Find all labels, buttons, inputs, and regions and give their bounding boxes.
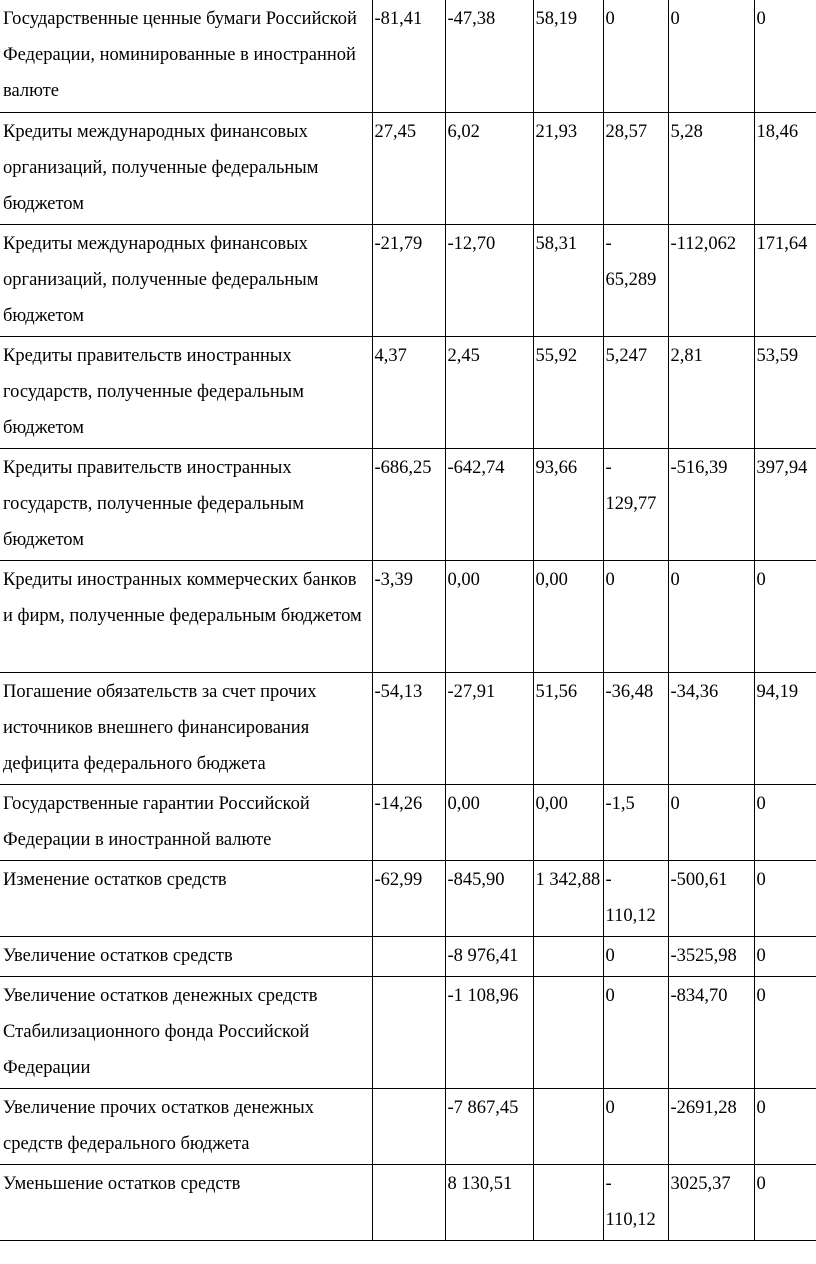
cell-col4: 28,57 [603,112,668,224]
cell-col5: 3025,37 [668,1164,754,1240]
table-row [0,936,816,976]
cell-col3: 55,92 [533,336,603,448]
cell-col6: 0 [754,1088,816,1164]
cell-col5: 0 [668,0,754,112]
cell-col2: 8 130,51 [445,1164,533,1240]
row-label: Увеличение прочих остатков денежных средств федерального бюджета [0,1088,372,1164]
cell-col6: 0 [754,560,816,672]
cell-col6: 0 [754,936,816,976]
cell-col6: 0 [754,784,816,860]
cell-col1: -81,41 [372,0,445,112]
cell-col6: 397,94 [754,448,816,560]
cell-col3 [533,1164,603,1240]
cell-col1: -54,13 [372,672,445,784]
cell-col1 [372,1164,445,1240]
cell-col5: -516,39 [668,448,754,560]
cell-col6: 0 [754,0,816,112]
cell-col1 [372,1088,445,1164]
cell-col2: -8 976,41 [445,936,533,976]
cell-col6: 94,19 [754,672,816,784]
row-label: Погашение обязательств за счет прочих источников внешнего финансирования дефицита федерального бюджета [0,672,372,784]
row-label: Кредиты правительств иностранных государств, полученные федеральным бюджетом [0,336,372,448]
row-label: Увеличение остатков денежных средств Стабилизационного фонда Российской Федерации [0,976,372,1088]
table-row [0,672,816,784]
cell-col5: -3525,98 [668,936,754,976]
cell-col1: -14,26 [372,784,445,860]
row-label: Кредиты международных финансовых организаций, полученные федеральным бюджетом [0,112,372,224]
cell-col6: 0 [754,860,816,936]
row-label: Кредиты правительств иностранных государств, полученные федеральным бюджетом [0,448,372,560]
table-row [0,336,816,448]
cell-col5: -500,61 [668,860,754,936]
cell-col3 [533,976,603,1088]
cell-col2: -12,70 [445,224,533,336]
table-row [0,1164,816,1240]
cell-col1: 27,45 [372,112,445,224]
row-label: Государственные гарантии Российской Федерации в иностранной валюте [0,784,372,860]
cell-col5: 0 [668,560,754,672]
cell-col5: -112,062 [668,224,754,336]
row-label: Кредиты международных финансовых организаций, полученные федеральным бюджетом [0,224,372,336]
cell-col1: 4,37 [372,336,445,448]
table-row [0,224,816,336]
cell-col3: 1 342,88 [533,860,603,936]
cell-col5: -34,36 [668,672,754,784]
cell-col5: 2,81 [668,336,754,448]
cell-col2: 0,00 [445,560,533,672]
cell-col1: -21,79 [372,224,445,336]
cell-col3 [533,936,603,976]
table-row [0,448,816,560]
table-row [0,784,816,860]
cell-col4: - 129,77 [603,448,668,560]
cell-col4: 0 [603,976,668,1088]
cell-col2: -1 108,96 [445,976,533,1088]
cell-col3: 0,00 [533,560,603,672]
table-row [0,0,816,112]
cell-col3: 21,93 [533,112,603,224]
cell-col5: -834,70 [668,976,754,1088]
cell-col2: 2,45 [445,336,533,448]
cell-col5: 0 [668,784,754,860]
row-label: Уменьшение остатков средств [0,1164,372,1240]
table-row [0,860,816,936]
cell-col4: - 65,289 [603,224,668,336]
row-label: Кредиты иностранных коммерческих банков и фирм, полученные федеральным бюджетом [0,560,372,672]
cell-col3: 0,00 [533,784,603,860]
cell-col4: -36,48 [603,672,668,784]
cell-col2: 0,00 [445,784,533,860]
cell-col1 [372,936,445,976]
cell-col2: -845,90 [445,860,533,936]
cell-col2: -27,91 [445,672,533,784]
cell-col4: 5,247 [603,336,668,448]
cell-col2: -642,74 [445,448,533,560]
row-label: Государственные ценные бумаги Российской Федерации, номинированные в иностранной валюте [0,0,372,112]
cell-col4: 0 [603,936,668,976]
cell-col4: 0 [603,560,668,672]
cell-col6: 171,64 [754,224,816,336]
cell-col1: -62,99 [372,860,445,936]
cell-col2: -7 867,45 [445,1088,533,1164]
cell-col4: 0 [603,1088,668,1164]
row-label: Увеличение остатков средств [0,936,372,976]
cell-col6: 0 [754,1164,816,1240]
cell-col4: - 110,12 [603,860,668,936]
cell-col1 [372,976,445,1088]
cell-col2: 6,02 [445,112,533,224]
cell-col2: -47,38 [445,0,533,112]
cell-col4: 0 [603,0,668,112]
table-row [0,1088,816,1164]
cell-col5: 5,28 [668,112,754,224]
table-row [0,976,816,1088]
cell-col6: 53,59 [754,336,816,448]
cell-col1: -3,39 [372,560,445,672]
cell-col1: -686,25 [372,448,445,560]
cell-col3: 51,56 [533,672,603,784]
table-row [0,112,816,224]
cell-col6: 18,46 [754,112,816,224]
cell-col6: 0 [754,976,816,1088]
cell-col5: -2691,28 [668,1088,754,1164]
cell-col3: 58,31 [533,224,603,336]
table-row [0,560,816,672]
cell-col3 [533,1088,603,1164]
cell-col3: 58,19 [533,0,603,112]
cell-col3: 93,66 [533,448,603,560]
cell-col4: -1,5 [603,784,668,860]
cell-col4: - 110,12 [603,1164,668,1240]
row-label: Изменение остатков средств [0,860,372,936]
